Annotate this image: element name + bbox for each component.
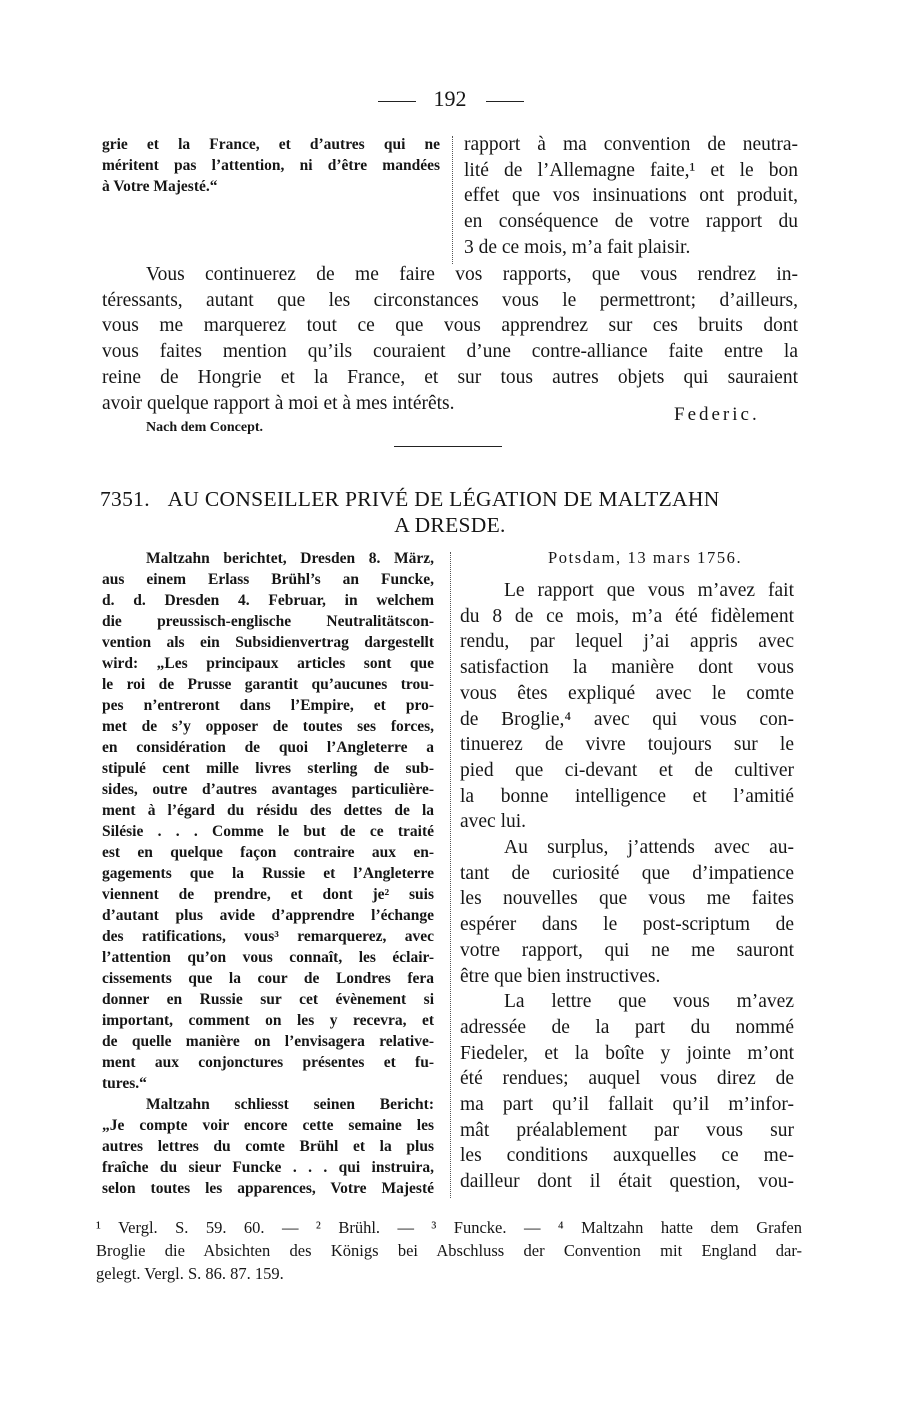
- text-line: satisfaction la manière dont vous: [460, 657, 794, 679]
- header-rule-right: [486, 101, 524, 102]
- text-line: téressants, autant que les circonstances vous le permettront; d’ailleurs,: [102, 289, 798, 311]
- text-line: en conséquence de votre rapport du: [464, 211, 798, 233]
- text-line: met de s’y opposer de toutes ses forces,: [102, 718, 434, 735]
- footnote-line: ¹ Vergl. S. 59. 60. — ² Brühl. — ³ Funcke. — ⁴ Maltzahn hatte dem Grafen: [96, 1218, 802, 1237]
- text-line: avec lui.: [460, 811, 527, 833]
- text-line: Silésie . . . Comme le but de ce traité: [102, 823, 434, 840]
- full-width-paragraph: [102, 262, 798, 416]
- text-line: adressée de la part du nommé: [460, 1016, 794, 1038]
- text-line: donner en Russie sur cet évènement si: [102, 991, 434, 1008]
- text-line: de quelle manière on l’envisagera relative-: [102, 1033, 434, 1050]
- footnotes: [96, 1216, 802, 1285]
- text-line: reine de Hongrie et la France, et sur tous autres objets qui sauraient: [102, 366, 798, 388]
- text-line: être que bien instructives.: [460, 965, 661, 987]
- top-left-column: [102, 134, 440, 197]
- text-line: espérer dans le post-scriptum de: [460, 914, 794, 936]
- header-rule-left: [378, 101, 416, 102]
- footnote-line: gelegt. Vergl. S. 86. 87. 159.: [96, 1264, 284, 1283]
- text-line: les conditions auxquelles ce me-: [460, 1145, 794, 1167]
- text-line: avoir quelque rapport à moi et à mes intérêts.: [102, 392, 455, 414]
- text-line: l’attention qu’on vous connaît, les éclair-: [102, 949, 434, 966]
- letter-heading: [100, 486, 800, 512]
- text-line: le roi de Prusse garantit qu’aucunes trou-: [102, 676, 434, 693]
- text-line: sides, outre d’autres avantages particulière-: [102, 781, 434, 798]
- text-line: selon toutes les apparences, Votre Majesté: [102, 1180, 434, 1197]
- text-line: vention als ein Subsidienvertrag dargestellt: [102, 634, 434, 651]
- text-line: important, comment on les y recevra, et: [102, 1012, 434, 1029]
- text-line: vous me marquerez tout ce que vous apprendrez sur ces bruits dont: [102, 315, 798, 337]
- column-divider: [450, 552, 451, 1198]
- text-line: été rendues; auquel vous direz de: [460, 1068, 794, 1090]
- text-line: rapport à ma convention de neutra-: [464, 134, 798, 155]
- top-right-column: [464, 132, 798, 261]
- text-line: pied que ci-devant et de cultiver: [460, 759, 794, 781]
- text-line: Fiedeler, et la boîte y jointe m’ont: [460, 1042, 794, 1064]
- text-line: votre rapport, qui ne me sauront: [460, 939, 794, 961]
- text-line: Vous continuerez de me faire vos rapports, que vous rendrez in-: [146, 264, 798, 285]
- text-line: „Je compte voir encore cette semaine les: [102, 1117, 434, 1134]
- text-line: 3 de ce mois, m’a fait plaisir.: [464, 236, 691, 258]
- text-line: aus einem Erlass Brühl’s an Funcke,: [102, 571, 434, 588]
- letter-title-line2: A DRESDE.: [394, 513, 506, 537]
- text-line: méritent pas l’attention, ni d’être mandées: [102, 157, 440, 174]
- text-line: vous êtes expliqué avec le comte: [460, 682, 794, 704]
- text-line: en considération de quoi l’Angleterre a: [102, 739, 434, 756]
- page-number: 192: [433, 86, 467, 111]
- text-line: viennent de prendre, et dont je² suis: [102, 886, 434, 903]
- text-line: ment aux conjonctures présentes et fu-: [102, 1054, 434, 1071]
- text-line: ment à l’égard du résidu des dettes de la: [102, 802, 434, 819]
- summary-column: [102, 548, 434, 1199]
- text-line: la bonne intelligence et l’amitié: [460, 785, 794, 807]
- text-line: rendu, par lequel j’ai appris avec: [460, 631, 794, 653]
- text-line: tures.“: [102, 1075, 147, 1092]
- text-line: Au surplus, j’attends avec au-: [504, 837, 794, 859]
- text-line: d. d. Dresden 4. Februar, in welchem: [102, 592, 434, 609]
- text-line: mât préalablement par vous sur: [460, 1119, 794, 1141]
- text-line: tinuerez de vivre toujours sur le: [460, 734, 794, 756]
- text-line: stipulé cent mille livres sterling de sub-: [102, 760, 434, 777]
- text-line: lité de l’Allemagne faite,¹ et le bon: [464, 159, 798, 181]
- signature: Federic.: [674, 404, 760, 425]
- text-line: dailleur dont il était question, vou-: [460, 1171, 794, 1193]
- letter-body: [460, 578, 794, 1195]
- text-line: gagements que la Russie et l’Angleterre: [102, 865, 434, 882]
- text-line: du 8 de ce mois, m’a été fidèlement: [460, 605, 794, 627]
- text-line: est en quelque façon contraire aux en-: [102, 844, 434, 861]
- text-line: les nouvelles que vous me faites: [460, 888, 794, 910]
- source-note: Nach dem Concept.: [146, 420, 264, 435]
- text-line: La lettre que vous m’avez: [504, 991, 794, 1013]
- text-line: d’autant plus avide d’apprendre l’échange: [102, 907, 434, 924]
- column-divider: [452, 136, 453, 264]
- text-line: Le rapport que vous m’avez fait: [504, 580, 794, 601]
- text-line: Maltzahn schliesst seinen Bericht:: [146, 1096, 434, 1113]
- text-line: de Broglie,⁴ avec qui vous con-: [460, 708, 794, 730]
- text-line: à Votre Majesté.“: [102, 178, 218, 195]
- text-line: autres lettres du comte Brühl et la plus: [102, 1138, 434, 1155]
- text-line: ma part qu’il fallait qu’il m’infor-: [460, 1094, 794, 1116]
- footnote-line: Broglie die Absichten des Königs bei Abschluss der Convention mit England dar-: [96, 1241, 802, 1260]
- letter-title-line1: AU CONSEILLER PRIVÉ DE LÉGATION DE MALTZAHN: [167, 487, 720, 511]
- text-line: pes n’entreront dans l’Empire, et pro-: [102, 697, 434, 714]
- text-line: tant de curiosité que d’impatience: [460, 862, 794, 884]
- text-line: die preussisch-englische Neutralitätscon-: [102, 613, 434, 630]
- text-line: grie et la France, et d’autres qui ne: [102, 136, 440, 153]
- letter-number: 7351.: [100, 487, 150, 511]
- text-line: Maltzahn berichtet, Dresden 8. März,: [146, 550, 434, 567]
- text-line: wird: „Les principaux articles sont que: [102, 655, 434, 672]
- dateline: Potsdam, 13 mars 1756.: [548, 548, 743, 567]
- text-line: vous faites mention qu’ils couraient d’une contre-alliance faite entre la: [102, 341, 798, 363]
- text-line: cissements que la cour de Londres fera: [102, 970, 434, 987]
- section-divider: [394, 446, 502, 447]
- text-line: fraîche du sieur Funcke . . . qui instruira,: [102, 1159, 434, 1176]
- text-line: effet que vos insinuations ont produit,: [464, 185, 798, 207]
- text-line: des ratifications, vous³ remarquerez, avec: [102, 928, 434, 945]
